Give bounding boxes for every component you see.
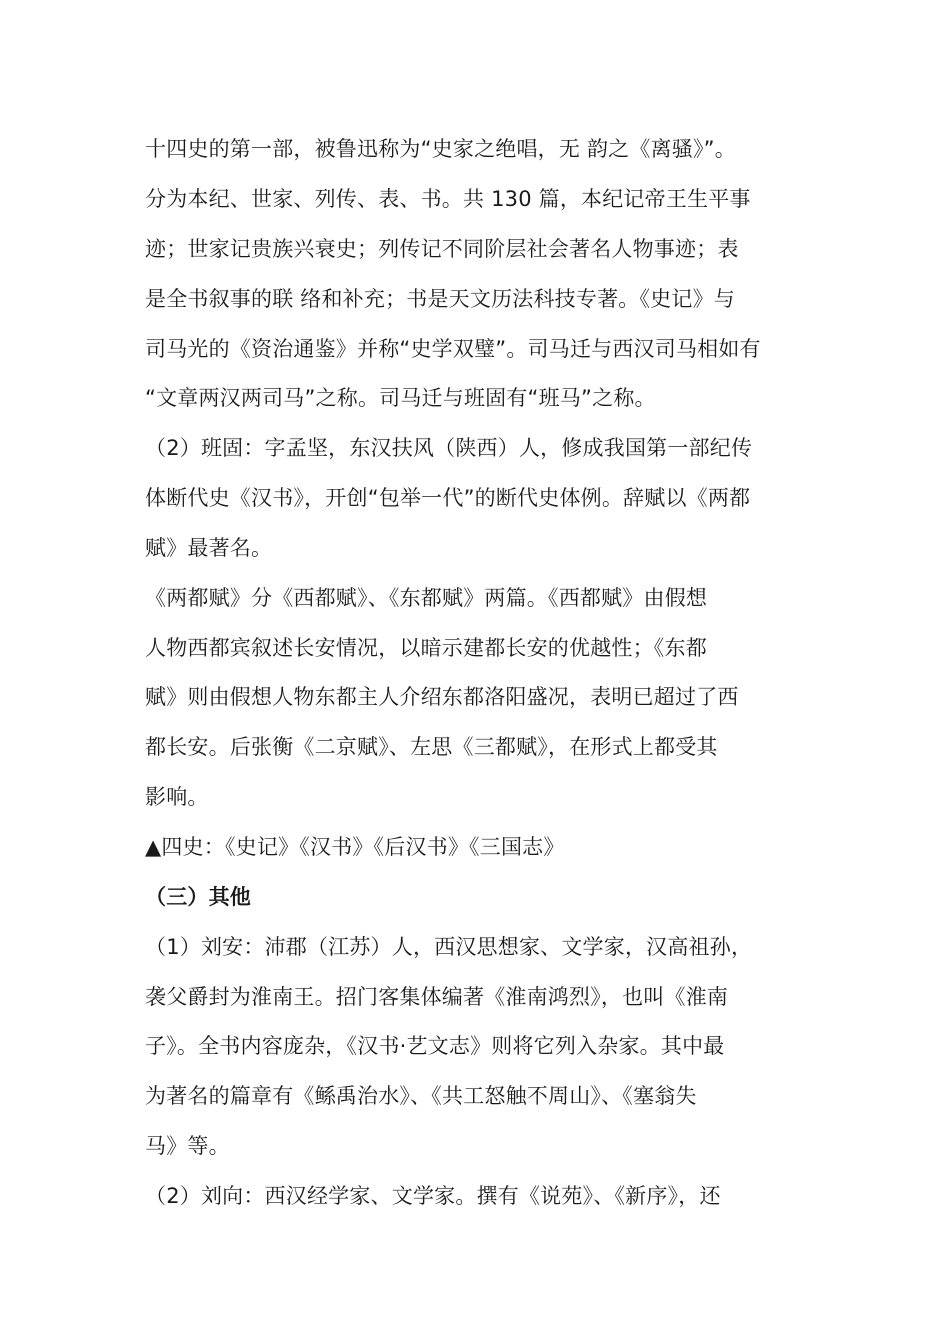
text-line: 为著名的篇章有《鲧禹治水》、《共工怒触不周山》、《塞翁失 [145,1084,697,1108]
text-line: （2）刘向：西汉经学家、文学家。撰有《说苑》、《新序》，还 [145,1184,721,1208]
text-line: （2）班固：字孟坚，东汉扶风（陕西）人，修成我国第一部纪传 [145,436,753,460]
text-line: ▲四史：《史记》《汉书》《后汉书》《三国志》 [145,835,565,859]
text-line: 子》。全书内容庞杂，《汉书·艺文志》则将它列入杂家。其中最 [145,1034,725,1058]
text-line: 《两都赋》分《西都赋》、《东都赋》两篇。《西都赋》由假想 [145,586,708,610]
text-line: 袭父爵封为淮南王。招门客集体编著《淮南鸿烈》，也叫《淮南 [145,985,729,1009]
text-line: 司马光的《资治通鉴》并称“史学双璧”。司马迁与西汉司马相如有 [145,337,761,361]
text-line: 十四史的第一部，被鲁迅称为“史家之绝唱，无 韵之《离骚》”。 [145,137,736,161]
text-line: 是全书叙事的联 络和补充；书是天文历法科技专著。《史记》与 [145,287,735,311]
text-line: 人物西都宾叙述长安情况，以暗示建都长安的优越性；《东都 [145,636,707,660]
section-heading: （三）其他 [145,885,251,909]
text-line: 赋》则由假想人物东都主人介绍东都洛阳盛况，表明已超过了西 [145,685,739,709]
text-line: （1）刘安：沛郡（江苏）人，西汉思想家、文学家，汉高祖孙， [145,935,753,959]
text-line: “文章两汉两司马”之称。司马迁与班固有“班马”之称。 [145,386,656,410]
text-line: 分为本纪、世家、列传、表、书。共 130 篇，本纪记帝王生平事 [145,187,751,211]
text-line: 迹；世家记贵族兴衰史；列传记不同阶层社会著名人物事迹；表 [145,237,739,261]
text-line: 赋》最著名。 [145,536,273,560]
text-line: 影响。 [145,785,209,809]
text-line: 都长安。后张衡《二京赋》、左思《三都赋》，在形式上都受其 [145,735,718,759]
text-line: 马》等。 [145,1134,230,1158]
text-line: 体断代史《汉书》，开创“包举一代”的断代史体例。辞赋以《两都 [145,486,751,510]
